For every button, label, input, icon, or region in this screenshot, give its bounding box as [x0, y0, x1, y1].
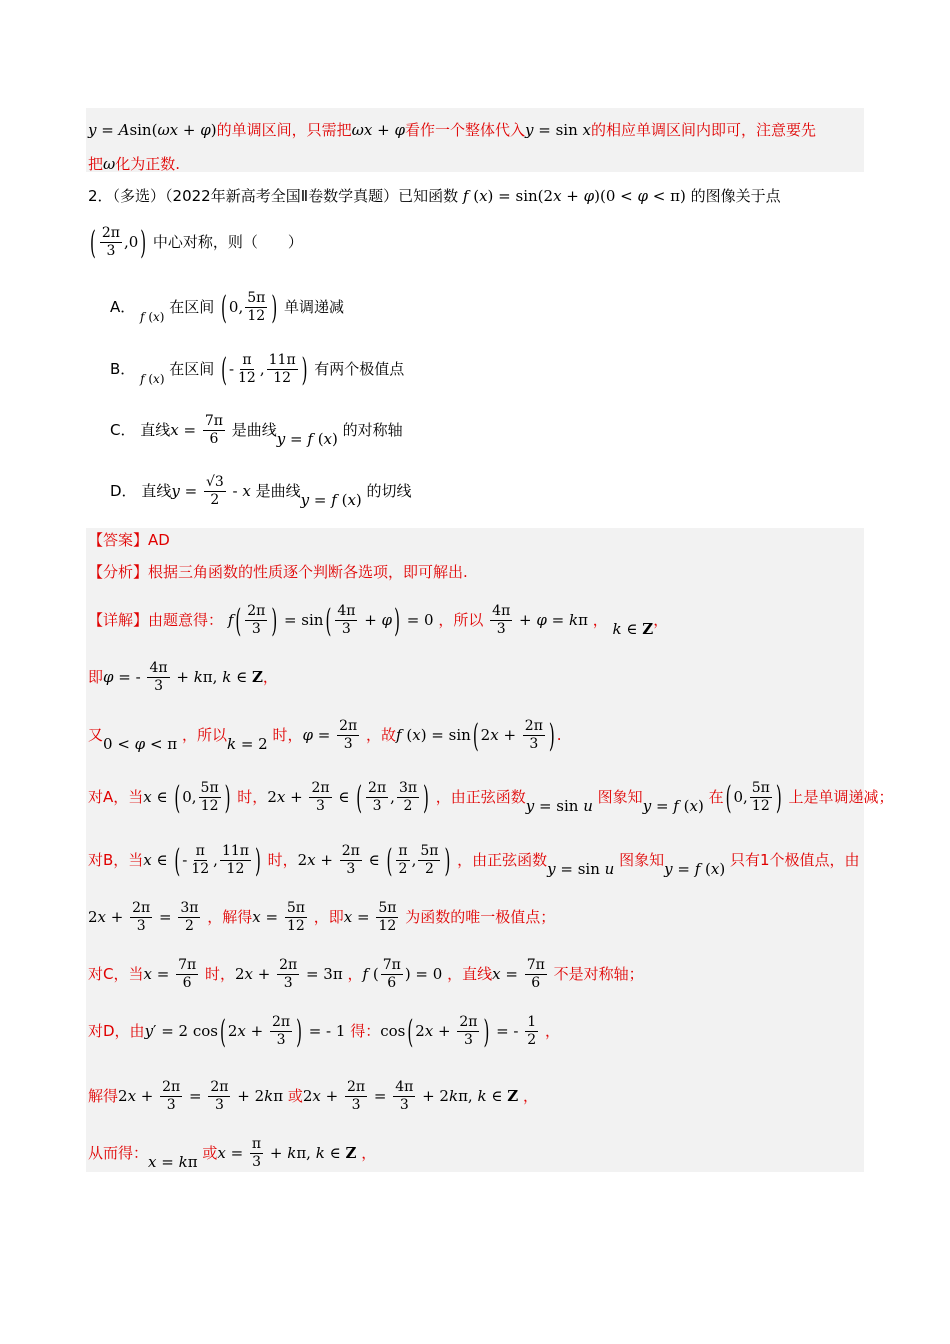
detail-line-a: 对A，当x ∈ ( 0, $\frac{5\pi}{12}$ ) 时，2x + $\frac{2\pi}{3}$ ∈ ( $\frac{2\pi}{3}$ , $\frac{3\pi}{2}$ ) ，由正弦函数y = sin u 图象知y = f (x) 在 ( 0, $\frac{5\pi}{12}$ ) 上是单调递减； [88, 778, 894, 817]
question-stem-line-1: 2．（多选）（2022年新高考全国Ⅱ卷数学真题）已知函数 f (x) = sin(2x + φ)(0 < φ < π) 的图像关于点 [88, 187, 781, 205]
detail-line-c: 对C，当x = $\frac{7\pi}{6}$ 时，2x + $\frac{2\pi}{3}$ = 3π ，f ( $\frac{7\pi}{6}$ ) = 0 ，直线x = $\frac{7\pi}{6}$ 不是对称轴； [88, 957, 644, 991]
detail-line-d: 对D，由y′ = 2 cos ( 2x + $\frac{2\pi}{3}$ ) = - 1 得：cos ( 2x + $\frac{2\pi}{3}$ ) = - $\frac{1}{2}$ ， [88, 1012, 560, 1051]
option-d: D． 直线y = $\frac{√3}{2}$ - x 是曲线y = f (x) 的切线 [110, 474, 412, 509]
intro-line-2: 把ω化为正数. [88, 155, 181, 173]
question-stem-line-2: ( $\frac{2\pi}{3}$ ,0 ) 中心对称，则（ ） [90, 223, 303, 262]
detail-line-d3: 从而得：x = kπ 或x = $\frac{\pi}{3}$ + kπ, k ∈ Z ， [88, 1136, 377, 1171]
option-a: A． $_{f (x)}$ 在区间 ( 0, $\frac{5\pi}{12}$ ) 单调递减 [110, 288, 344, 327]
intro-line-1: y = Asin(ωx + φ)的单调区间，只需把ωx + φ看作一个整体代入y = sin x的相应单调区间内即可，注意要先 [88, 121, 816, 139]
detail-line-1: 【详解】由题意得： f ( $\frac{2\pi}{3}$ ) = sin ( $\frac{4\pi}{3}$ + φ ) = 0 ，所以 $\frac{4\pi}{3}$ + φ = kπ ， k ∈ Z， [88, 601, 669, 640]
answer-value: AD [148, 531, 170, 549]
option-c: C． 直线x = $\frac{7\pi}{6}$ 是曲线y = f (x) 的对称轴 [110, 413, 403, 448]
question-number: 2． [88, 187, 113, 205]
intro-box [86, 108, 864, 172]
analysis-line: 【分析】根据三角函数的性质逐个判断各选项，即可解出. [88, 563, 468, 581]
detail-line-2: 即φ = - $\frac{4\pi}{3}$ + kπ, k ∈ Z， [88, 660, 278, 694]
detail-line-3: 又0 < φ < π ，所以k = 2 时，φ = $\frac{2\pi}{3}$ ，故f (x) = sin ( 2x + $\frac{2\pi}{3}$ ) . [88, 716, 562, 755]
detail-line-b: 对B，当x ∈ ( - $\frac{\pi}{12}$ , $\frac{11\pi}{12}$ ) 时，2x + $\frac{2\pi}{3}$ ∈ ( $\frac{\pi}{2}$ , $\frac{5\pi}{2}$ ) ，由正弦函数y = sin u 图象知y = f (x) 只有1个极值点，由 [88, 841, 860, 880]
answer-line [88, 530, 170, 550]
answer-tag: 【答案】 [88, 531, 149, 549]
option-b: B． $_{f (x)}$ 在区间 ( - $\frac{\pi}{12}$ , $\frac{11\pi}{12}$ ) 有两个极值点 [110, 350, 405, 389]
detail-line-d2: 解得2x + $\frac{2\pi}{3}$ = $\frac{2\pi}{3}$ + 2kπ 或2x + $\frac{2\pi}{3}$ = $\frac{4\pi}{3}$ + 2kπ, k ∈ Z ， [88, 1079, 538, 1113]
detail-line-b2: 2x + $\frac{2\pi}{3}$ = $\frac{3\pi}{2}$ ，解得x = $\frac{5\pi}{12}$ ，即x = $\frac{5\pi}{12}$ 为函数的唯一极值点； [88, 900, 556, 934]
